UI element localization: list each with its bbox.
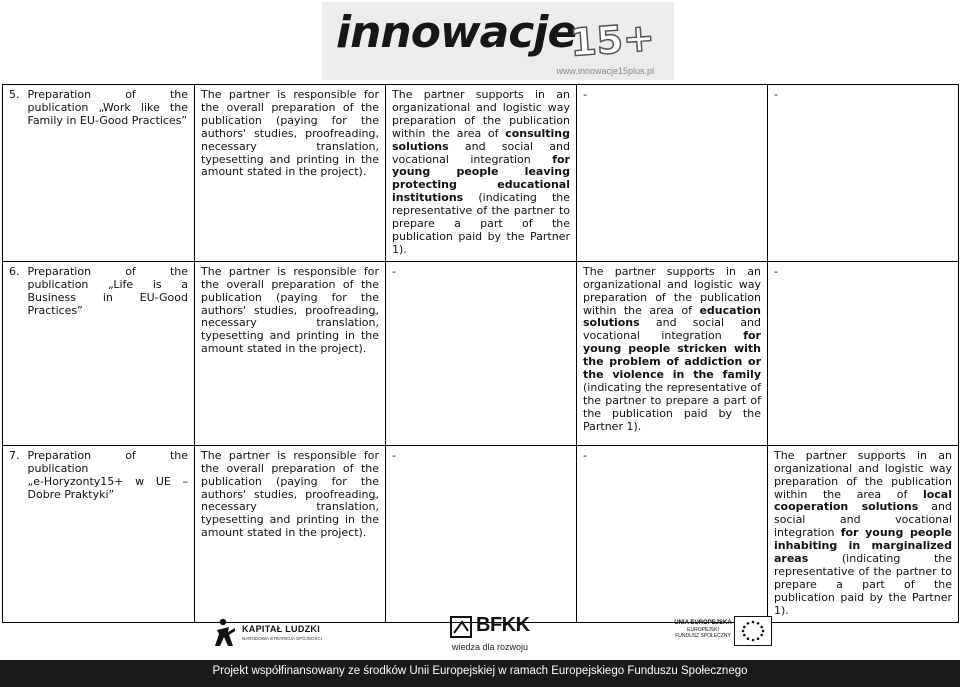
emphasis-text: for young people inhabiting in marginalized areas xyxy=(774,526,952,566)
body-text: and social and vocational integration xyxy=(583,316,761,343)
cofinancing-bar: Projekt współfinansowany ze środków Unii Europejskiej w ramach Europejskiego Funduszu Społecznego xyxy=(0,660,960,687)
kl-subtitle: NARODOWA STRATEGIA SPÓJNOŚCI xyxy=(242,636,323,641)
body-text: and social and vocational integration xyxy=(774,500,952,540)
innowacje-logo xyxy=(322,2,674,80)
logo-number: 15+ xyxy=(568,15,657,65)
partnership-table xyxy=(2,84,959,623)
emphasis-text: local cooperation solutions xyxy=(774,487,952,514)
logo-url: www.innowacje15plus.pl xyxy=(556,66,654,76)
partner-cell: - xyxy=(577,445,768,622)
task-title: Preparation of the publication xyxy=(27,448,188,475)
partner-cell: - xyxy=(768,85,959,262)
task-title: Preparation of the publication „Work like the Family in EU-Good Practices” xyxy=(27,88,188,127)
body-text: (indicating the representative of the partner to prepare a part of the publication paid by the Partner 1). xyxy=(392,191,570,256)
body-text: The partner supports in an organizational and logistic way preparation of the publication within the area of xyxy=(583,264,761,317)
bfkk-logo xyxy=(450,614,536,658)
partner-cell xyxy=(577,261,768,445)
emphasis-text: education solutions xyxy=(583,303,761,330)
kl-title: KAPITAŁ LUDZKI xyxy=(242,624,321,634)
table-row xyxy=(3,445,959,622)
task-cell xyxy=(3,261,195,445)
bfkk-mark-icon xyxy=(450,616,472,638)
body-text: The partner supports in an organizational and logistic way preparation of the publication within the area of xyxy=(774,448,952,501)
kapital-ludzki-logo xyxy=(214,614,324,658)
body-text: and social and vocational integration xyxy=(392,139,570,166)
emphasis-text: for young people leaving protecting educational institutions xyxy=(392,152,570,205)
task-number: 6. xyxy=(9,264,20,278)
task-title: Preparation of the publication „Life is a Business in EU-Good Practices” xyxy=(27,264,188,317)
body-text: (indicating the representative of the partner to prepare a part of the publication paid by the Partner 1). xyxy=(774,552,952,617)
emphasis-text: consulting solutions xyxy=(392,126,570,153)
kapital-ludzki-mark-icon xyxy=(214,618,236,650)
body-text: (indicating the representative of the partner to prepare a part of the publication paid by the Partner 1). xyxy=(583,380,761,433)
bfkk-subtitle: wiedza dla rozwoju xyxy=(452,642,529,652)
task-cell xyxy=(3,445,195,622)
eu-line-3: FUNDUSZ SPOŁECZNY xyxy=(675,633,731,639)
footer xyxy=(0,610,960,677)
partner-cell: - xyxy=(577,85,768,262)
emphasis-text: for young people stricken with the problem of addiction or the violence in the family xyxy=(583,329,761,382)
eu-flag-icon xyxy=(734,616,772,646)
header xyxy=(0,0,960,82)
partner-cell: The partner is responsible for the overall preparation of the publication (paying for the authors' studies, proofreading, necessary translation, typesetting and printing in the amount stated in the project). xyxy=(195,445,386,622)
partner-cell xyxy=(768,445,959,622)
partner-cell: The partner is responsible for the overall preparation of the publication (paying for the authors' studies, proofreading, necessary translation, typesetting and printing in the amount stated in the project). xyxy=(195,261,386,445)
partner-cell: - xyxy=(768,261,959,445)
bfkk-title: BFKK xyxy=(476,614,530,636)
table-row xyxy=(3,261,959,445)
task-number: 5. xyxy=(9,88,20,101)
body-text: The partner supports in an organizational and logistic way preparation of the publication within the area of xyxy=(392,88,570,140)
partner-cell: - xyxy=(386,261,577,445)
task-cell xyxy=(3,85,195,262)
table-row xyxy=(3,85,959,262)
partner-cell: - xyxy=(386,445,577,622)
eu-logo xyxy=(674,614,774,658)
partner-cell: The partner is responsible for the overall preparation of the publication (paying for the authors' studies, proofreading, necessary translation, typesetting and printing in the amount stated in the project). xyxy=(195,85,386,262)
task-number: 7. xyxy=(9,448,20,462)
partner-cell xyxy=(386,85,577,262)
logo-text: innowacje xyxy=(336,7,577,58)
eu-line-2: EUROPEJSKI xyxy=(687,627,719,633)
eu-line-1: UNIA EUROPEJSKA xyxy=(674,620,732,626)
task-subtitle: „e-Horyzonty15+ w UE – Dobre Praktyki” xyxy=(27,474,188,501)
